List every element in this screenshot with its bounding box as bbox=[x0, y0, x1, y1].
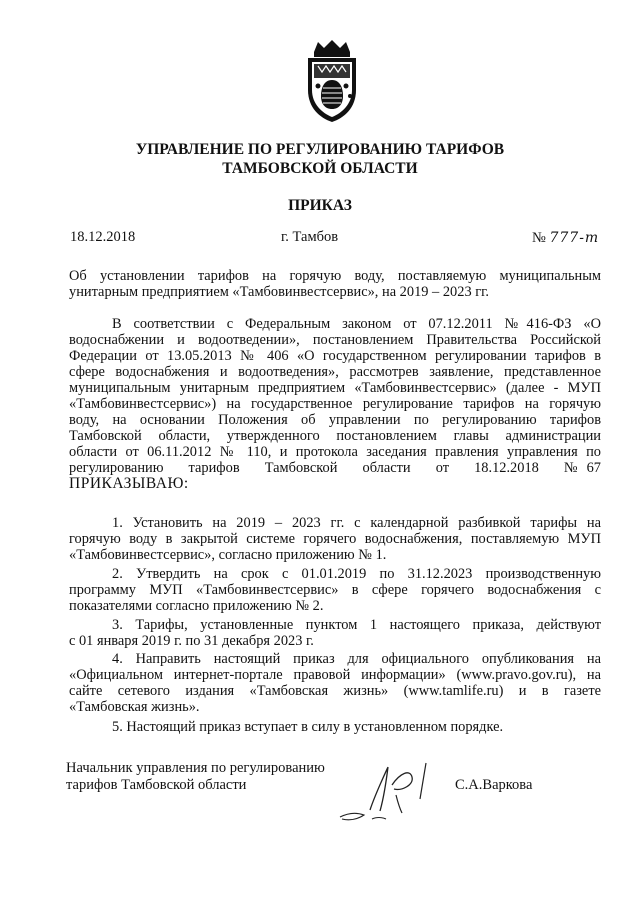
preamble-line: «Тамбовинвестсервис») на государственное регулирование тарифов на горячую bbox=[69, 396, 601, 412]
order-date: 18.12.2018 bbox=[70, 229, 136, 245]
item-line: горячую воду в закрытой системе горячего водоснабжения, поставляемую МУП bbox=[69, 531, 601, 547]
item-line: «Официальном интернет-портале правовой информации» (www.pravo.gov.ru), на bbox=[69, 667, 601, 683]
document-type: ПРИКАЗ bbox=[288, 197, 352, 214]
org-title-line1: УПРАВЛЕНИЕ ПО РЕГУЛИРОВАНИЮ ТАРИФОВ bbox=[135, 141, 505, 158]
item-line: 4. Направить настоящий приказ для официального опубликования на bbox=[112, 651, 601, 667]
order-item-2 bbox=[69, 566, 601, 614]
order-item-5 bbox=[69, 719, 601, 735]
preamble bbox=[69, 316, 601, 492]
preamble-line: воду, на основании Положения об управлении по регулированию тарифов bbox=[69, 412, 601, 428]
order-word: ПРИКАЗЫВАЮ: bbox=[69, 475, 189, 492]
preamble-line: сфере водоснабжения и водоотведения», рассмотрев заявление, представленное bbox=[69, 364, 601, 380]
signatory-position-line: тарифов Тамбовской области bbox=[66, 777, 247, 793]
item-line: «Тамбовинвестсервис», согласно приложению № 1. bbox=[69, 547, 387, 563]
subject-line: унитарным предприятием «Тамбовинвестсервис», на 2019 – 2023 гг. bbox=[69, 284, 490, 300]
signatory-name: С.А.Варкова bbox=[455, 777, 533, 793]
order-item-1 bbox=[69, 515, 601, 563]
item-line: с 01 января 2019 г. по 31 декабря 2023 г. bbox=[69, 633, 314, 649]
org-title-line2: ТАМБОВСКОЙ ОБЛАСТИ bbox=[222, 160, 418, 177]
preamble-line: Тамбовской области, утвержденного постановлением главы администрации bbox=[69, 428, 601, 444]
order-city: г. Тамбов bbox=[281, 229, 339, 245]
order-number-value: 777-т bbox=[549, 230, 600, 246]
item-line: показателями согласно приложению № 2. bbox=[69, 598, 324, 614]
item-line: 1. Установить на 2019 – 2023 гг. с календарной разбивкой тарифы на bbox=[112, 515, 601, 531]
coat-of-arms-icon bbox=[300, 38, 364, 124]
order-item-3 bbox=[69, 617, 601, 649]
signatory-position bbox=[66, 760, 325, 794]
item-line: 3. Тарифы, установленные пунктом 1 настоящего приказа, действуют bbox=[112, 617, 601, 633]
preamble-line: муниципальным унитарным предприятием «Тамбовинвестсервис» (далее - МУП bbox=[69, 380, 601, 396]
signatory-position-line: Начальник управления по регулированию bbox=[66, 760, 325, 776]
order-subject bbox=[69, 268, 601, 300]
preamble-line: области от 06.11.2012 № 110, и протокола заседания правления управления по bbox=[69, 444, 601, 460]
order-item-4 bbox=[69, 651, 601, 715]
preamble-line: регулированию тарифов Тамбовской области от 18.12.2018 № 67 bbox=[69, 460, 601, 476]
subject-line: Об установлении тарифов на горячую воду, поставляемую муниципальным bbox=[69, 268, 601, 284]
preamble-line: водоснабжении и водоотведении», постановлением Правительства Российской bbox=[69, 332, 601, 348]
preamble-line: Федерации от 13.05.2013 № 406 «О государственном регулировании тарифов в bbox=[69, 348, 601, 364]
item-line: 5. Настоящий приказ вступает в силу в установленном порядке. bbox=[112, 719, 504, 735]
item-line: «Тамбовская жизнь». bbox=[69, 699, 200, 715]
preamble-line: В соответствии с Федеральным законом от 07.12.2011 №416-ФЗ «О bbox=[112, 316, 601, 332]
item-line: программу МУП «Тамбовинвестсервис» в сфере горячего водоснабжения с bbox=[69, 582, 601, 598]
order-number-label: № bbox=[532, 230, 546, 246]
item-line: 2. Утвердить на срок с 01.01.2019 по 31.12.2023 производственную bbox=[112, 566, 601, 582]
handwritten-signature-icon bbox=[330, 755, 450, 825]
item-line: сайте сетевого издания «Тамбовская жизнь» (www.tamlife.ru) и в газете bbox=[69, 683, 601, 699]
order-number bbox=[532, 230, 599, 247]
